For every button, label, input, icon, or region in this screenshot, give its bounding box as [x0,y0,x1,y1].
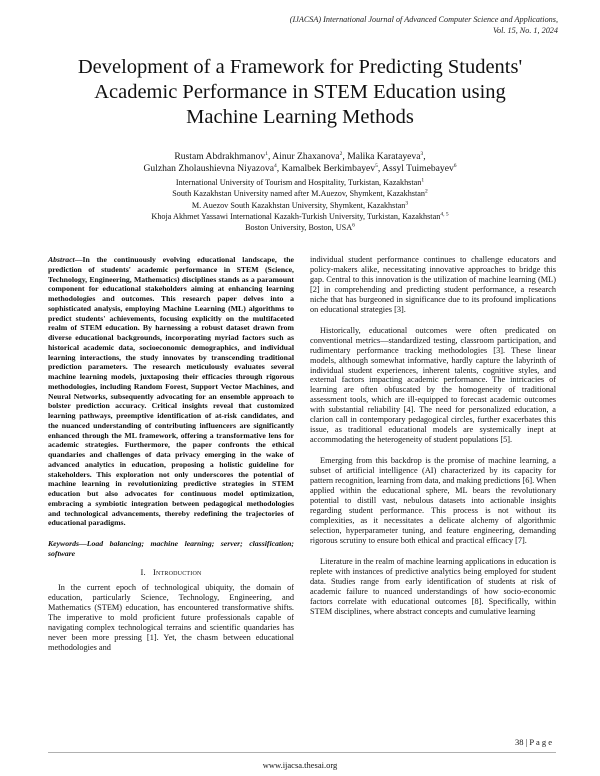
body-paragraph: In the current epoch of technological ubiquity, the domain of education, particularly Science, Technology, Engineering, and Mathematics (STEM) education, has encountered transformative shifts. The imperative to mold proficient future professionals capable of navigating complex technological terrains and scientific quandaries has never been more pressing [1]. Yet, the chasm between educational methodologies and [48,583,294,653]
author-list [40,151,560,175]
abstract-text: —In the continuously evolving educational landscape, the prediction of students' academic performance in STEM (Science, Technology, Engineering, Mathematics) disciplines stands as a paramount component for educational stakeholders aiming at enhancing learning methodologies and outcomes. This research paper delves into a sophisticated analysis, employing Machine Learning (ML) algorithms to predict students' achievements, focusing explicitly on the multifaceted realm of STEM education. By harnessing a robust dataset drawn from diverse educational backgrounds, incorporating myriad factors such as historical academic data, socioeconomic demographics, and individual learning interactions, the study innovates by transcending traditional prediction parameters. The research meticulously evaluates several machine learning models, juxtaposing their efficacies through rigorous methodologies, including Random Forest, Support Vector Machines, and Neural Networks, subsequently advocating for an ensemble approach to bolster prediction accuracy. Critical insights reveal that customized learning pathways, preemptive identification of at-risk candidates, and the nuanced understanding of contributing influencers are significantly enhanced through the ML framework, offering a transformative lens for academic strategies. Furthermore, the paper confronts the ethical quandaries and challenges of data privacy emerging in the wake of advanced analytics in education, proposing a holistic guideline for stakeholders. This exploration not only underscores the potential of machine learning in revolutionizing predictive strategies in STEM education but also advocates for continuous model optimization, embracing a symbiotic integration between pedagogical methodologies and technological advancements, thereby redefining the trajectories of educational paradigms. [48,255,294,528]
author-name: Rustam Abdrakhmanov [174,151,266,162]
section-number: I. [140,566,146,577]
section-title: Introduction [152,566,202,577]
affiliation: Boston University, Boston, USA$^6$ [245,222,355,233]
title-line-3: Machine Learning Methods [186,106,414,128]
author-sep: , [276,162,282,174]
author-name: Ainur Zhaxanova [272,151,340,162]
keywords-text: —Load balancing; machine learning; server; classification; software [48,539,294,558]
author-name: Gulzhan Zholaushievna Niyazova [143,162,274,174]
title-line-2: Academic Performance in STEM Education using [94,81,506,103]
author-name: Malika Karatayeva [347,151,421,162]
affiliation-list [40,177,560,233]
footer-url: www.ijacsa.thesai.org [262,760,338,770]
author-affil-mark: 3 [420,150,424,157]
affiliation: M. Auezov South Kazakhstan University, Shymkent, Kazakhstan$^3$ [191,199,409,210]
left-column [48,255,294,653]
body-paragraph: Historically, educational outcomes were often predicated on conventional metrics—standardized testing, classroom participation, and rudimentary performance tracking methodologies [3]. These linear models, although somewhat informative, hardly capture the labyrinth of individual student experiences, inherent talents, cognitive styles, and external factors impacting academic performance. The intricacies of learning are often obfuscated by the homogeneity of traditional assessment tools, which are ill-equipped to forecast academic outcomes with substantial reliability [4]. The need for personalized education, a clarion call in contemporary pedagogical circles, further exacerbates this issue, as traditional educational models are systemically inept at accommodating the heterogeneity of student populations [5]. [310,325,556,445]
affiliation: Khoja Akhmet Yassawi International Kazakh-Turkish University, Turkistan, Kazakhstan$^{4, 5}$ [151,211,449,221]
abstract-label: Abstract [48,255,75,264]
paper-title [30,55,570,130]
keywords [48,539,294,559]
section-heading [48,568,294,578]
author-name: Assyl Tuimebayev [382,162,454,174]
page-number: 38 | P a g e [514,737,552,747]
title-line-1: Development of a Framework for Predicting Students' [77,56,523,78]
abstract [48,255,294,528]
author-affil-mark: 5 [375,162,378,169]
author-affil-mark: 6 [453,162,457,169]
journal-name: (IJACSA) International Journal of Advanced Computer Science and Applications, [289,15,558,24]
author-line-2 [40,163,560,175]
author-affil-mark: 4 [274,162,277,169]
author-name: Kamalbek Berkimbayev [281,162,376,174]
body-paragraph: Literature in the realm of machine learning applications in education is replete with instances of predictive analytics being employed for student data. Studies range from early identification of students at risk of academic failure to nuanced understandings of how socio-economic factors correlate with educational outcomes [8]. Specifically, within STEM disciplines, where abstract concepts and cumulative learning [310,556,556,616]
body-paragraph-continued: individual student performance continues to challenge educators and policy-makers alike, necessitating innovative approaches to bridge this gap. Central to this innovation is the utilization of machine learning (ML) [2] in comprehending and predicting student performance, a research niche that has burgeoned in significance due to its profound implications on educational strategies [3]. [310,255,556,314]
author-line-1 [40,151,560,163]
right-column [310,255,556,627]
author-affil-mark: 1 [265,150,268,157]
body-paragraph: Emerging from this backdrop is the promise of machine learning, a subset of artificial intelligence (AI) characterized by its capacity for pattern recognition, learning from data, and making predictions [6]. When applied within the educational sphere, ML bears the revolutionary potential to distill vast, nebulous datasets into actionable insights regarding student performance. This process is not without its complexities, as it necessitates a delicate alchemy of algorithmic selection, hyperparameter tuning, and feature engineering, demanding rigorous scrutiny to ensure both ethical and practical efficacy [7]. [310,456,556,545]
running-header [198,14,558,36]
footer-divider [48,752,556,753]
author-sep: , [423,151,426,162]
keywords-label: Keywords [48,539,79,548]
author-sep: , [377,162,383,174]
author-sep: , [267,151,273,162]
affiliation: South Kazakhstan University named after M.Auezov, Shymkent, Kazakhstan$^2$ [172,188,428,199]
author-sep: , [342,151,348,162]
affiliation: International University of Tourism and Hospitality, Turkistan, Kazakhstan$^1$ [175,177,425,187]
volume-info: Vol. 15, No. 1, 2024 [492,26,558,35]
author-affil-mark: 2 [339,150,343,157]
